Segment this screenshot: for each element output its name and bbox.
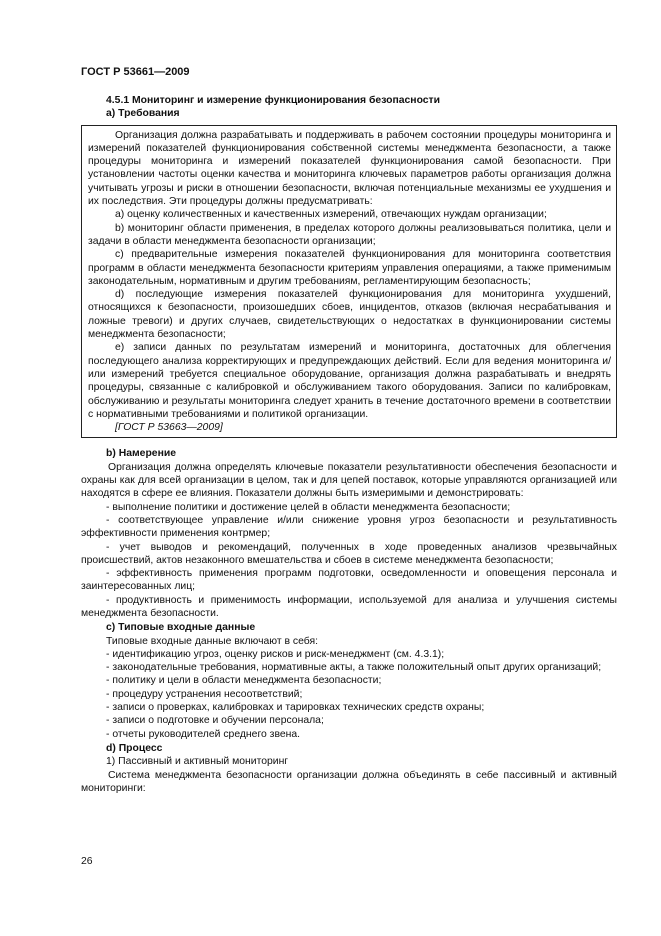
inputs-list-item: - записи о подготовке и обучении персонала; — [106, 715, 324, 727]
inputs-list-item: - отчеты руководителей среднего звена. — [106, 728, 301, 740]
intent-list-item: - учет выводов и рекомендаций, полученных в ходе проведенных анализов чрезвычайных происшествий, актов незаконного вмешательства и сбоев в системе менеджмента безопасности; — [81, 541, 617, 566]
process-heading: d) Процесс — [106, 742, 163, 754]
page-number: 26 — [81, 856, 93, 867]
box-paragraph-intro: Организация должна разрабатывать и поддерживать в рабочем состоянии процедуры мониторинга и измерений показателей функционирования собственной системы менеджмента безопасности, а также процедуры мониторинга и измерений показателей функционирования самой безопасности. При установлении частоты оценки качества и мониторинга ключевых параметров работы организация должна учитывать угрозы и риски в отношении безопасности, включая потенциальные механизмы ее ухудшения и их последствия. Эти процедуры должны предусматривать: — [88, 129, 611, 208]
inputs-list-item: - идентификацию угроз, оценку рисков и риск-менеджмент (см. 4.3.1); — [106, 648, 445, 660]
box-item-b: b) мониторинг области применения, в пределах которого должны реализовываться политика, цели и задачи в области менеджмента безопасности организации; — [88, 222, 611, 247]
intent-list-item: - соответствующее управление и/или снижение уровня угроз безопасности и результативность эффективности применения контрмер; — [81, 514, 617, 540]
intent-list-item: - выполнение политики и достижение целей в области менеджмента безопасности; — [106, 501, 511, 513]
box-citation: [ГОСТ Р 53663—2009] — [115, 422, 223, 434]
intent-heading: b) Намерение — [106, 448, 177, 460]
inputs-list-item: - процедуру устранения несоответствий; — [106, 688, 303, 700]
intent-list-item: - продуктивность и применимость информации, используемой для анализа и улучшения системы менеджмента безопасности. — [81, 594, 617, 619]
subsection-requirements-heading: а) Требования — [106, 108, 180, 120]
document-id-header: ГОСТ Р 53661—2009 — [81, 66, 190, 78]
intent-intro: Организация должна определять ключевые показатели результативности обеспечения безопасности и охраны как для всей организации в целом, так и для цепей поставок, которые управляются организацией или находятся в сфере ее влияния. Показатели должны быть измеримыми и демонстрировать: — [81, 461, 617, 500]
inputs-list-item: - записи о проверках, калибровках и тарировках технических средств охраны; — [106, 702, 485, 714]
box-item-c: c) предварительные измерения показателей функционирования для мониторинга соответствия программ в области менеджмента безопасности критериям управления операциями, а также применимым законодательным, нормативным и другим требованиям, регламентирующим безопасность; — [88, 249, 611, 287]
requirements-box — [81, 125, 617, 439]
box-item-e: e) записи данных по результатам измерений и мониторинга, достаточных для облегчения последующего анализа корректирующих и предупреждающих действий. Если для ведения мониторинга и/или измерений требуется специальное оборудование, организация должна разрабатывать и внедрять процедуры, связанные с калибровкой и обслуживанием такого оборудования. Записи по калибровкам, обслуживанию и результаты мониторинга следует хранить в течение достаточного времени в соответствии с нормативными требованиями и политикой организации. — [88, 342, 611, 420]
page-content — [81, 94, 617, 795]
process-text: Система менеджмента безопасности организации должна объединять в себе пассивный и активный мониторинги: — [81, 769, 617, 794]
intent-list-item: - эффективность применения программ подготовки, осведомленности и оповещения персонала и заинтересованных лиц; — [81, 568, 617, 593]
process-subheading: 1) Пассивный и активный мониторинг — [106, 756, 289, 768]
box-item-d: d) последующие измерения показателей функционирования для мониторинга ухудшений, относящихся к безопасности, произошедших сбоев, инцидентов, отказов (включая несрабатывания и ложные тревоги) и других случаев, свидетельствующих о недостатках в функционировании системы менеджмента безопасности; — [88, 289, 611, 341]
inputs-intro: Типовые входные данные включают в себя: — [106, 635, 319, 647]
inputs-list-item: - политику и цели в области менеджмента безопасности; — [106, 675, 382, 687]
inputs-heading: c) Типовые входные данные — [106, 622, 256, 634]
box-item-a: a) оценку количественных и качественных измерений, отвечающих нуждам организации; — [115, 209, 547, 221]
section-heading: 4.5.1 Мониторинг и измерение функционирования безопасности — [106, 95, 441, 106]
inputs-list-item: - законодательные требования, нормативные акты, а также положительный опыт других организаций; — [106, 662, 602, 674]
